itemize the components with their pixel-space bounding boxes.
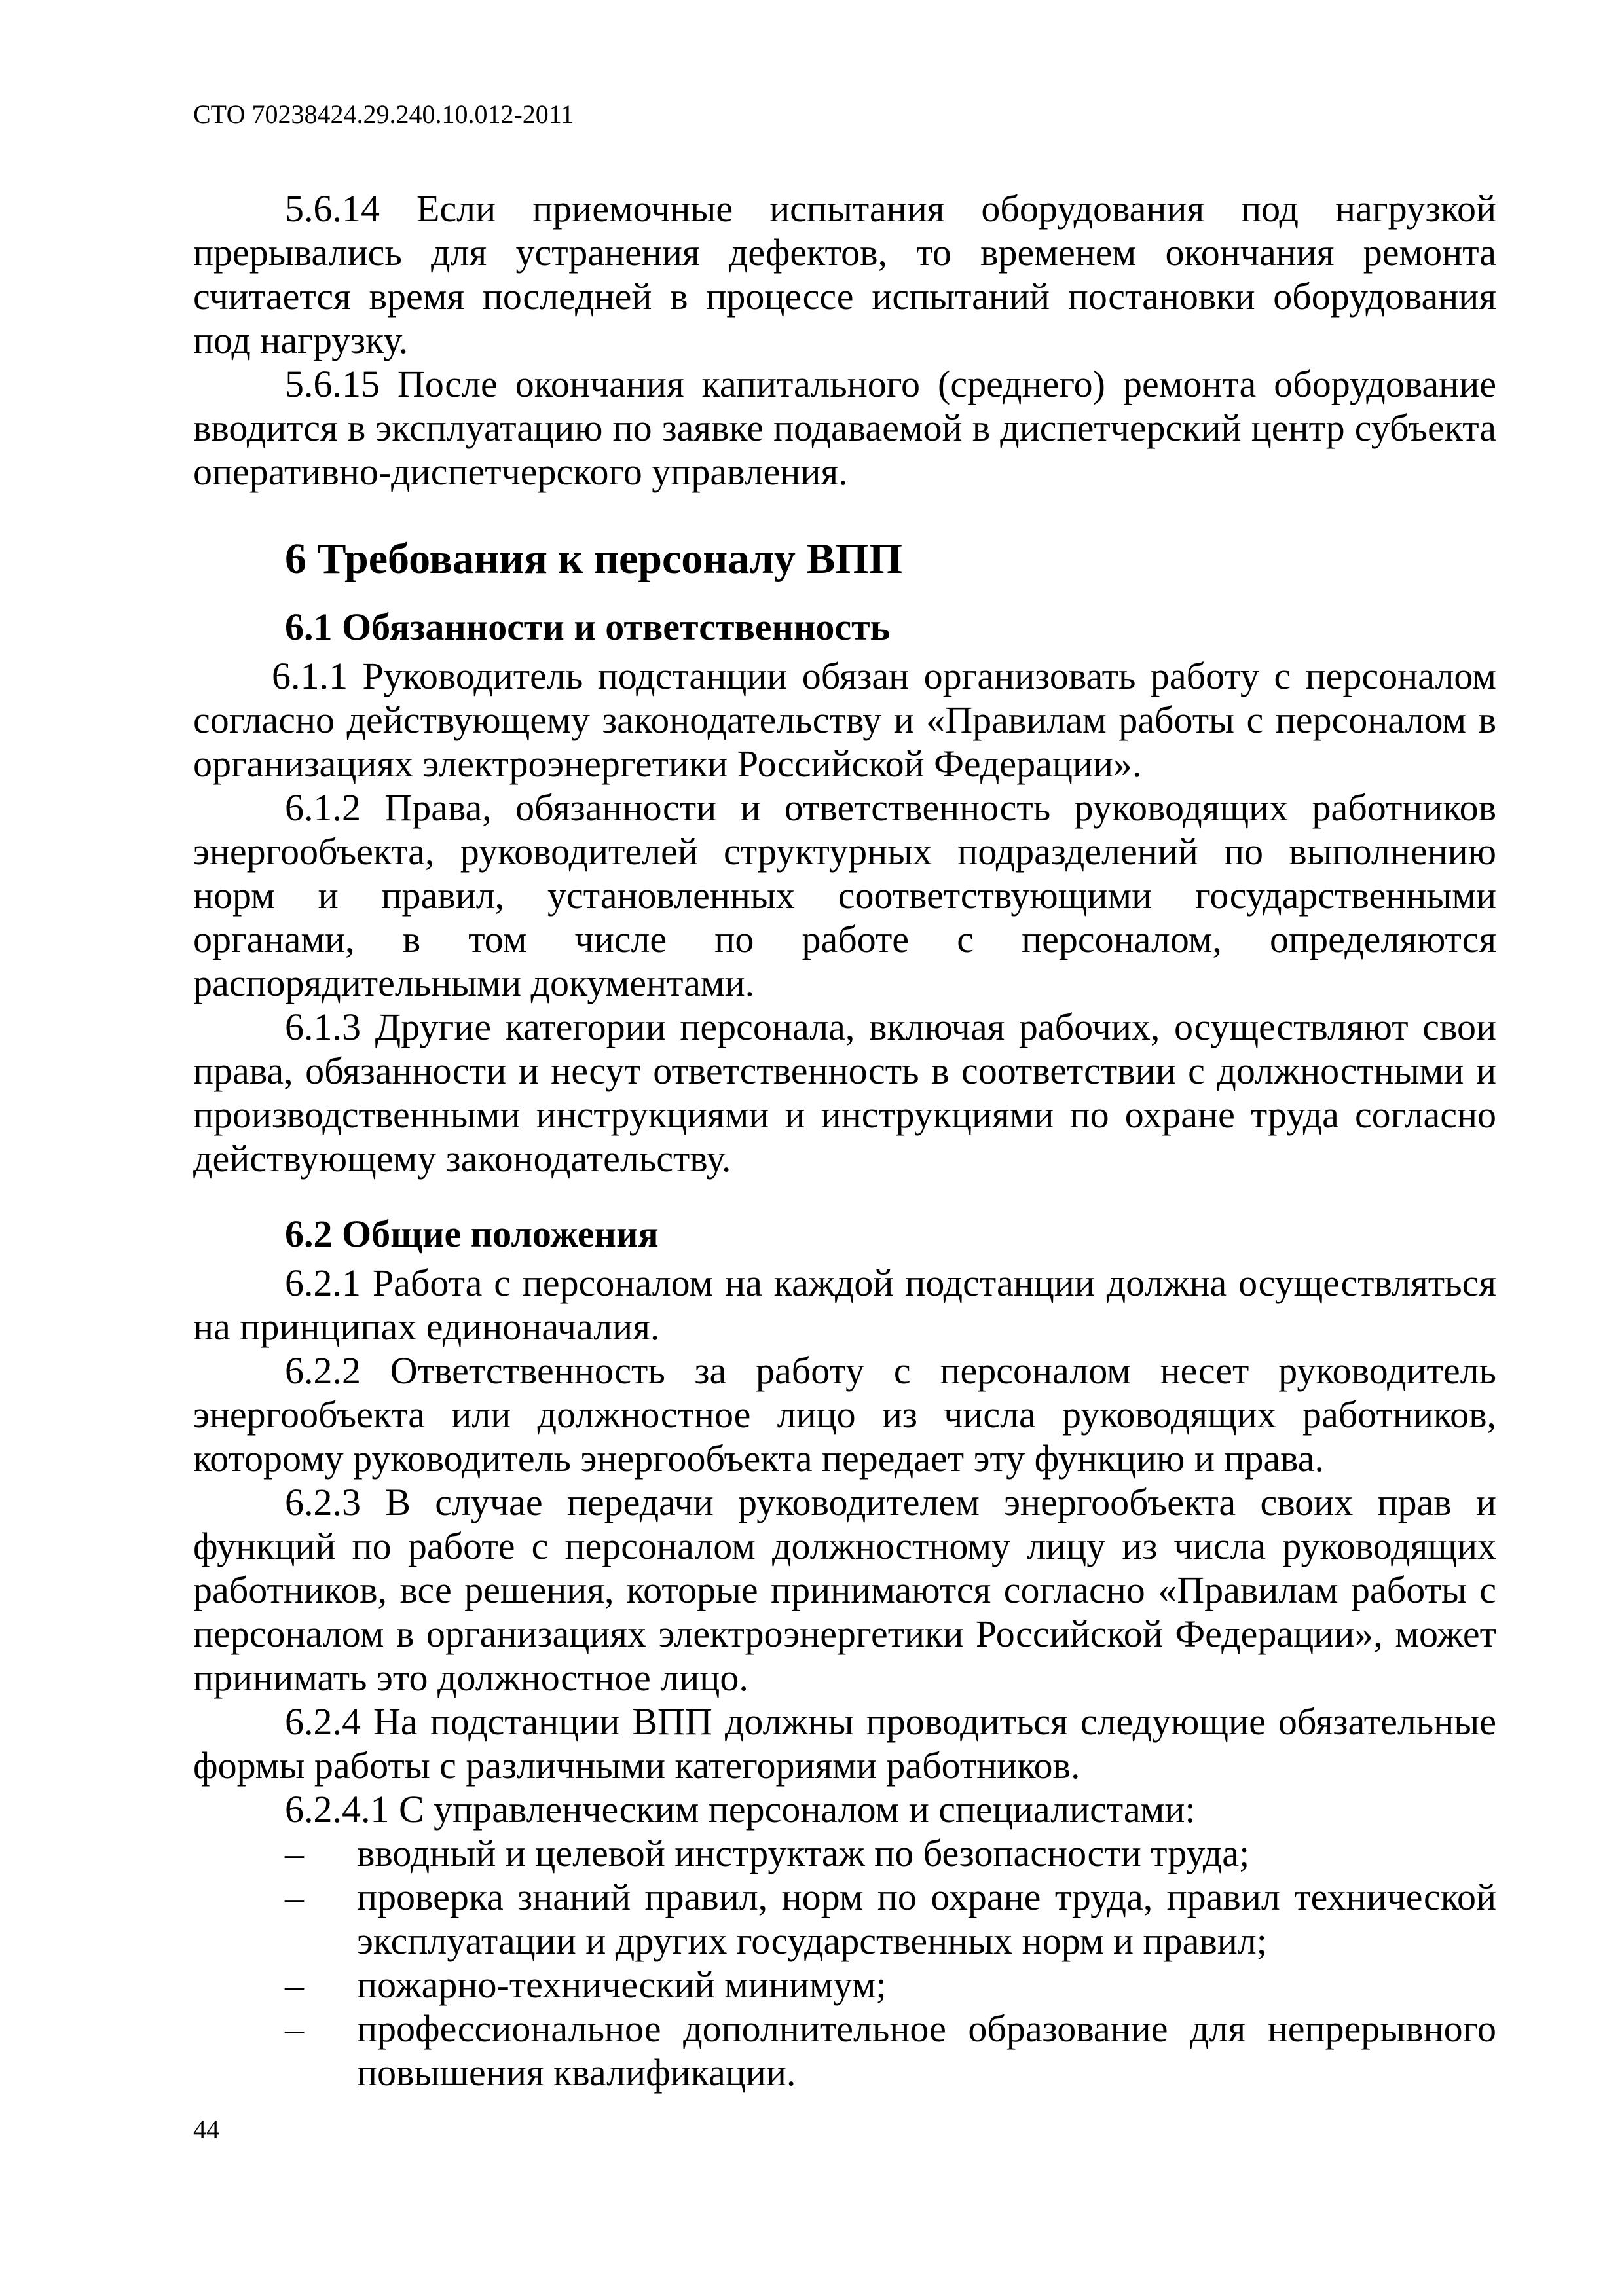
list-item-text: вводный и целевой инструктаж по безопасности труда; [357,1832,1250,1874]
page-number: 44 [193,2115,219,2144]
section-6-1-heading: 6.1 Обязанности и ответственность [285,606,891,648]
dash-bullet: – [285,1832,304,1874]
dash-bullet: – [285,2007,304,2050]
paragraph-6-2-4-1: 6.2.4.1 С управленческим персоналом и специалистами: [285,1788,1196,1831]
list-item [193,1875,1496,1963]
training-forms-list [193,1831,1496,2094]
paragraph-5-6-14: 5.6.14 Если приемочные испытания оборудования под нагрузкой прерывались для устранения дефектов, то временем окончания ремонта считается время последней в процессе испытаний постановки оборудования под нагрузку. [193,187,1496,361]
section-6-heading: 6 Требования к персоналу ВПП [285,535,903,583]
paragraph-6-2-1: 6.2.1 Работа с персоналом на каждой подстанции должна осуществляться на принципах единоначалия. [193,1262,1496,1348]
paragraph-6-1-3: 6.1.3 Другие категории персонала, включая рабочих, осуществляют свои права, обязанности и несут ответственность в соответствии с должностными и производственными инструкциями и инструкциями по охране труда согласно действующему законодательству. [193,1006,1496,1180]
list-item-text: проверка знаний правил, норм по охране труда, правил технической эксплуатации и других государственных норм и правил; [357,1876,1496,1962]
list-item [193,1963,1496,2007]
paragraph-6-1-2: 6.1.2 Права, обязанности и ответственность руководящих работников энергообъекта, руководителей структурных подразделений по выполнению норм и правил, установленных соответствующими государственными органами, в том числе по работе с персоналом, определяются распорядительными документами. [193,786,1496,1004]
list-item [193,2007,1496,2094]
paragraph-5-6-15: 5.6.15 После окончания капитального (среднего) ремонта оборудование вводится в эксплуатацию по заявке подаваемой в диспетчерский центр субъекта оперативно-диспетчерского управления. [193,363,1496,493]
paragraph-6-1-1: 6.1.1 Руководитель подстанции обязан организовать работу с персоналом согласно действующему законодательству и «Правилам работы с персоналом в организациях электроэнергетики Российской Федерации». [193,655,1496,785]
dash-bullet: – [285,1963,304,2006]
list-item [193,1831,1496,1875]
document-body [193,187,1496,2094]
document-code-header: СТО 70238424.29.240.10.012-2011 [193,100,574,129]
paragraph-6-2-4: 6.2.4 На подстанции ВПП должны проводиться следующие обязательные формы работы с различными категориями работников. [193,1700,1496,1787]
paragraph-6-2-2: 6.2.2 Ответственность за работу с персоналом несет руководитель энергообъекта или должностное лицо из числа руководящих работников, которому руководитель энергообъекта передает эту функцию и права. [193,1349,1496,1480]
section-6-2-heading: 6.2 Общие положения [285,1212,659,1255]
dash-bullet: – [285,1876,304,1918]
paragraph-6-2-3: 6.2.3 В случае передачи руководителем энергообъекта своих прав и функций по работе с персоналом должностному лицу из числа руководящих работников, все решения, которые принимаются согласно «Правилам работы с персоналом в организациях электроэнергетики Российской Федерации», может принимать это должностное лицо. [193,1481,1496,1699]
list-item-text: пожарно-технический минимум; [357,1963,887,2006]
list-item-text: профессиональное дополнительное образование для непрерывного повышения квалификации. [357,2007,1496,2094]
